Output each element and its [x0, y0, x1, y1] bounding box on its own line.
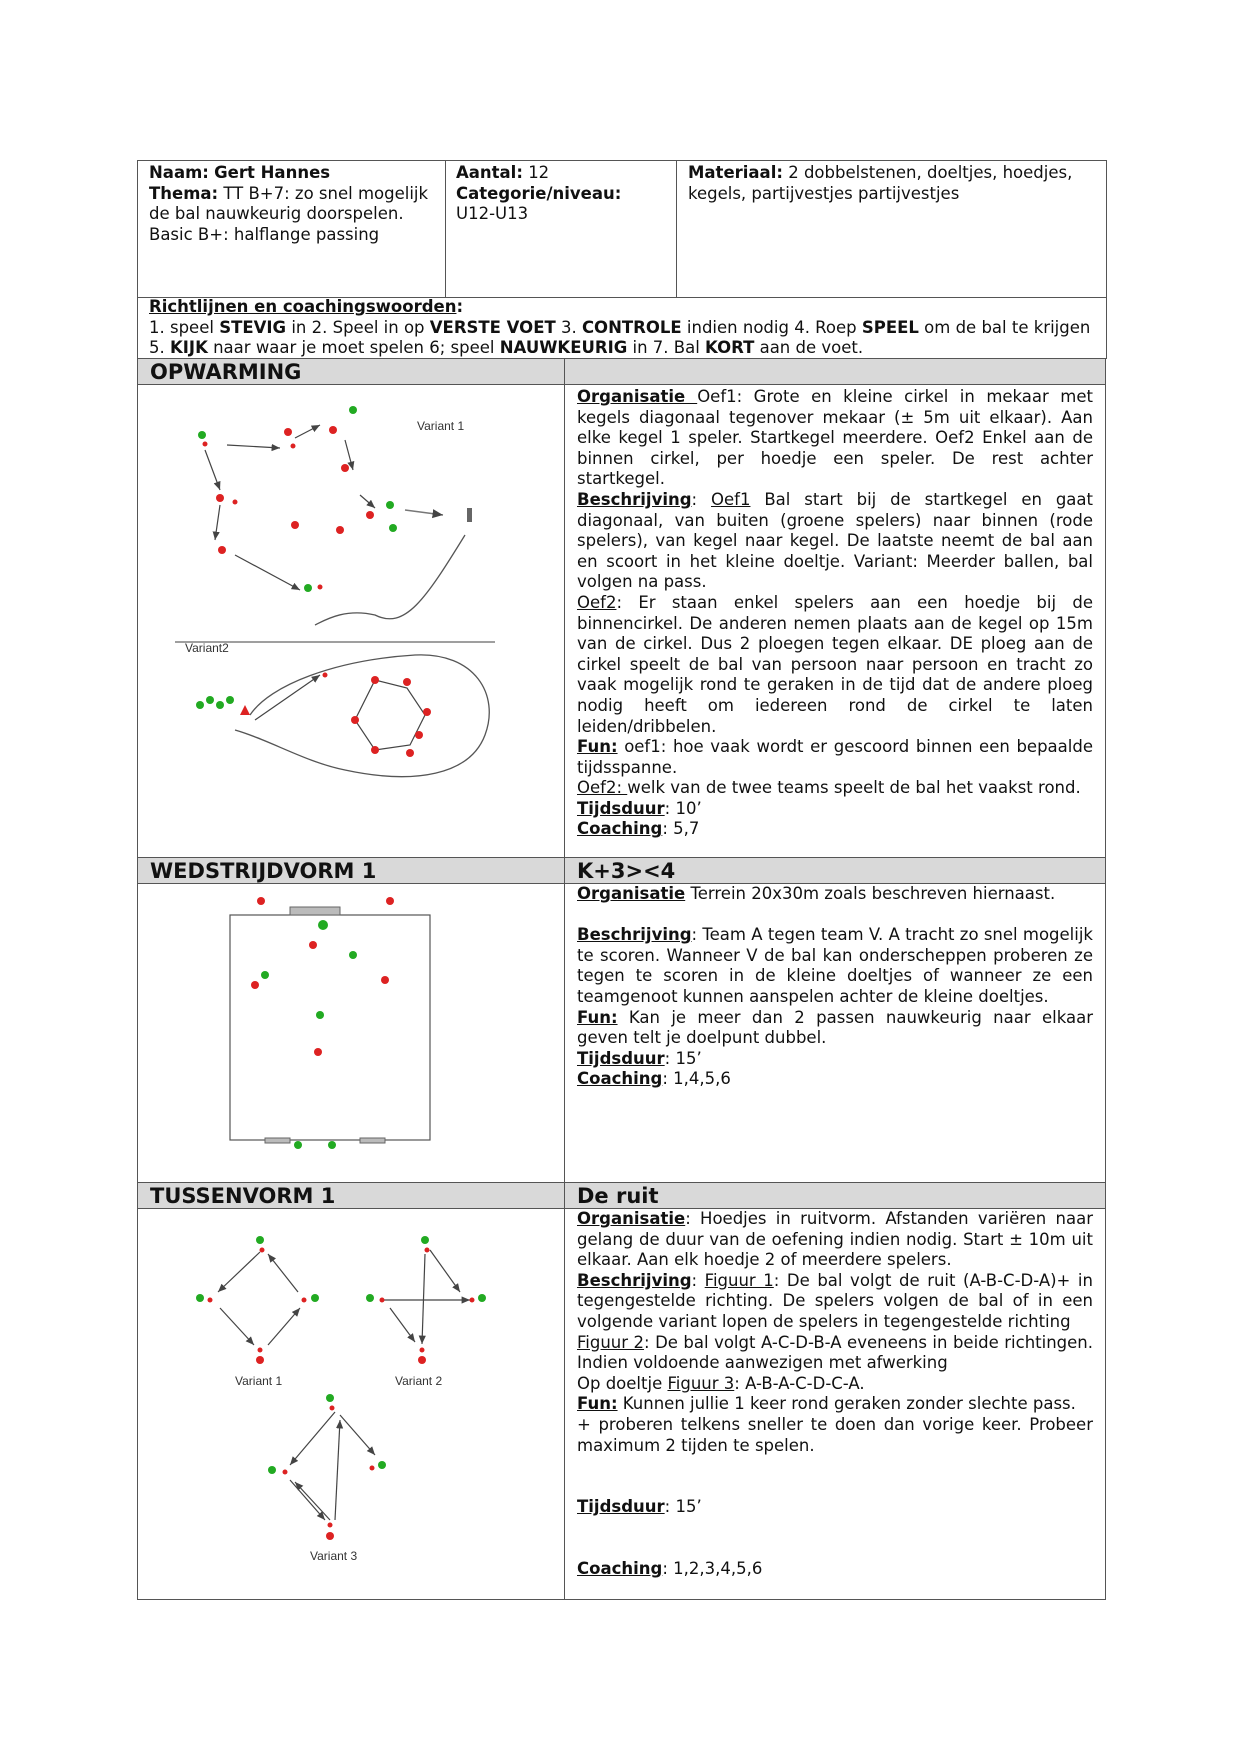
opwarming-fun-label: Fun:	[577, 737, 618, 757]
keyword-speel: SPEEL	[861, 317, 919, 337]
tussenvorm-fun-text: Kunnen jullie 1 keer rond geraken zonder slechte pass.	[617, 1394, 1076, 1414]
keyword-kijk: KIJK	[170, 338, 208, 358]
tussenvorm-fig3-pre: Op doeltje	[577, 1373, 668, 1393]
naam-label: Naam:	[149, 163, 209, 182]
variant1-label: Variant 1	[417, 419, 465, 433]
richtlijnen-text	[149, 297, 1099, 359]
opwarming-fun2-text: welk van de twee teams speelt de bal het vaakst rond.	[627, 778, 1081, 798]
opwarming-tijd-text: : 10’	[664, 798, 702, 818]
wedstrijdvorm-fun-text: Kan je meer dan 2 passen nauwkeurig naar elkaar geven telt je doelpunt dubbel.	[577, 1007, 1093, 1048]
opwarming-header	[137, 358, 565, 385]
tussenvorm-org-text: : Hoedjes in ruitvorm. Afstanden variëren naar gelang de duur van de oefening indien nodig. Start ± 10m uit elkaar. Aan elk hoedje 2 of meerdere spelers.	[577, 1209, 1093, 1270]
player-icons-variant1	[198, 406, 397, 592]
wedstrijdvorm-subtitle: K+3><4	[577, 859, 676, 883]
wedstrijdvorm-header	[137, 857, 565, 884]
tussenvorm-header-right	[564, 1182, 1106, 1209]
opwarming-description	[565, 385, 1105, 844]
opwarming-besch-label: Beschrijving	[577, 489, 692, 509]
wedstrijdvorm-org-label: Organisatie	[577, 884, 686, 903]
wedstrijdvorm-coach-label: Coaching	[577, 1069, 663, 1089]
wedstrijdvorm-fun-label: Fun:	[577, 1007, 618, 1027]
opwarming-org-text: Oef1: Grote en kleine cirkel in mekaar met kegels diagonaal tegenover mekaar (± 5m uit elkaar). Aan elke kegel 1 speler. Startkegel meerdere. Oef2 Enkel aan de binnen cirkel, per hoedje een speler. De rest achter startkegel.	[577, 387, 1093, 489]
opwarming-diagram	[175, 390, 505, 785]
richtlijn-text-7: in 7. Bal	[627, 338, 706, 358]
wedstrijdvorm-coach-text: : 1,4,5,6	[662, 1069, 731, 1089]
richtlijn-text-8: aan de voet.	[754, 338, 864, 358]
wedstrijdvorm-org-text: Terrein 20x30m zoals beschreven hiernaast.	[685, 884, 1056, 903]
opwarming-tijd-label: Tijdsduur	[577, 798, 665, 818]
header-divider-1	[445, 160, 446, 298]
tussenvorm-org-label: Organisatie	[577, 1209, 686, 1228]
keyword-kort: KORT	[705, 338, 755, 358]
header-aantal	[456, 163, 671, 225]
tussenvorm-fig3-label: Figuur 3	[667, 1373, 735, 1393]
opwarming-besch-text: Bal start bij de startkegel en gaat diagonaal, van buiten (groene spelers) naar binnen (rode spelers), van kegel naar kegel. De laatste neemt de bal aan en scoort in het kleine doeltje. Variant: Meerder ballen, bal volgen na pass.	[577, 489, 1093, 592]
wedstrijdvorm-field-diagram	[225, 895, 435, 1155]
wedstrijdvorm-tijd-label: Tijdsduur	[577, 1048, 665, 1068]
tussenvorm-tijd-label: Tijdsduur	[577, 1497, 665, 1517]
tussenvorm-title: TUSSENVORM 1	[150, 1184, 336, 1208]
opwarming-coach-text: : 5,7	[662, 819, 700, 839]
wedstrijdvorm-title: WEDSTRIJDVORM 1	[150, 859, 377, 883]
thema-value: TT B+7: zo snel mogelijk de bal nauwkeurig doorspelen. Basic B+: halflange passing	[149, 183, 429, 244]
opwarming-org-label: Organisatie	[577, 387, 698, 406]
tussenvorm-header	[137, 1182, 565, 1209]
tussenvorm-subtitle: De ruit	[577, 1184, 659, 1208]
keyword-verste-voet: VERSTE VOET	[429, 317, 556, 337]
richtlijn-text-3: 3.	[555, 317, 582, 337]
richtlijnen-colon: :	[456, 297, 464, 316]
variant3-diagram-label: Variant 3	[310, 1549, 358, 1563]
tussenvorm-fig2-text: : De bal volgt A-C-D-B-A eveneens in beide richtingen. Indien voldoende aanwezigen met afwerking	[577, 1332, 1093, 1373]
keyword-controle: CONTROLE	[581, 317, 682, 337]
wedstrijdvorm-tijd-text: : 15’	[664, 1048, 702, 1068]
richtlijnen-title: Richtlijnen en coachingswoorden	[149, 297, 457, 316]
tussenvorm-besch-colon: :	[691, 1270, 705, 1290]
header-naam-thema	[149, 163, 439, 245]
opwarming-besch-colon: :	[691, 489, 712, 509]
tussenvorm-description	[565, 1209, 1105, 1584]
header-divider-2	[676, 160, 677, 298]
tussenvorm-fig1-label: Figuur 1	[704, 1270, 774, 1290]
wedstrijdvorm-header-right	[564, 857, 1106, 884]
opwarming-oef2-label: Oef2	[577, 592, 617, 612]
categorie-label: Categorie/niveau:	[456, 183, 622, 203]
naam-value: Gert Hannes	[214, 163, 331, 182]
keyword-nauwkeurig: NAUWKEURIG	[499, 338, 628, 358]
aantal-label: Aantal:	[456, 163, 523, 182]
opwarming-title: OPWARMING	[150, 360, 302, 384]
tussenvorm-besch-label: Beschrijving	[577, 1270, 692, 1290]
richtlijn-text-1: 1. speel	[149, 317, 220, 337]
materiaal-label: Materiaal:	[688, 163, 783, 182]
tussenvorm-fun-text2: + proberen telkens sneller te doen dan vorige keer. Probeer maximum 2 tijden te spelen.	[577, 1414, 1093, 1455]
richtlijn-text-4: indien nodig 4. Roep	[681, 317, 862, 337]
tussenvorm-coach-label: Coaching	[577, 1559, 663, 1579]
wedstrijdvorm-besch-label: Beschrijving	[577, 925, 692, 945]
wedstrijdvorm-besch-text: : Team A tegen team V. A tracht zo snel mogelijk te scoren. Wanneer V de bal kan onderscheppen proberen ze tegen te scoren in de kleine doeltjes of wanneer ze een teamgenoot kunnen aanspelen achter de kleine doeltjes.	[577, 925, 1093, 1006]
keyword-stevig: STEVIG	[219, 317, 287, 337]
materiaal-value: 2 dobbelstenen, doeltjes, hoedjes, kegels, partijvestjes partijvestjes	[688, 163, 1073, 203]
field-player-icons	[251, 897, 394, 1149]
thema-label: Thema:	[149, 183, 219, 203]
tussenvorm-besch-text: : De bal volgt de ruit (A-B-C-D-A)+ in tegengestelde richting. De spelers volgen de bal of in een volgende variant lopen de spelers in tegengestelde richting	[577, 1270, 1093, 1331]
tussenvorm-fig3-text: : A-B-A-C-D-C-A.	[734, 1373, 865, 1393]
variant3-players	[268, 1394, 386, 1540]
tussenvorm-coach-text: : 1,2,3,4,5,6	[662, 1559, 763, 1579]
opwarming-fun-text: oef1: hoe vaak wordt er gescoord binnen een bepaalde tijdsspanne.	[577, 737, 1093, 777]
opwarming-fun2-label: Oef2:	[577, 778, 628, 798]
aantal-value: 12	[528, 163, 550, 182]
variant2-diagram-label: Variant 2	[395, 1374, 443, 1388]
tussenvorm-diagram	[190, 1220, 520, 1570]
tussenvorm-tijd-text: : 15’	[664, 1497, 702, 1517]
richtlijn-text-5: om de bal te krijgen 5.	[149, 317, 1091, 358]
tussenvorm-fun-label: Fun:	[577, 1394, 618, 1414]
opwarming-oef2-text: : Er staan enkel spelers aan een hoedje bij de binnencirkel. De anderen nemen plaats aan de kegel op 15m van de cirkel. Dus 2 ploegen tegen elkaar. DE ploeg aan de cirkel speelt de bal van persoon naar persoon en tracht zo vaak mogelijk rond te geraken in de tijd dat de andere ploeg nodig heeft om iedereen rond de cirkel te laten leiden/dribbelen.	[577, 592, 1093, 736]
tussenvorm-fig2-label: Figuur 2	[577, 1332, 645, 1352]
variant2-label: Variant2	[185, 641, 229, 655]
richtlijn-text-6: naar waar je moet spelen 6; speel	[207, 338, 500, 358]
categorie-value: U12-U13	[456, 204, 529, 224]
wedstrijdvorm-description	[565, 884, 1105, 1094]
opwarming-oef1-label: Oef1	[711, 489, 751, 509]
variant1-diagram-label: Variant 1	[235, 1374, 283, 1388]
opwarming-coach-label: Coaching	[577, 819, 663, 839]
opwarming-header-right	[564, 358, 1106, 385]
header-materiaal	[688, 163, 1098, 204]
richtlijn-text-2: in 2. Speel in op	[286, 317, 430, 337]
